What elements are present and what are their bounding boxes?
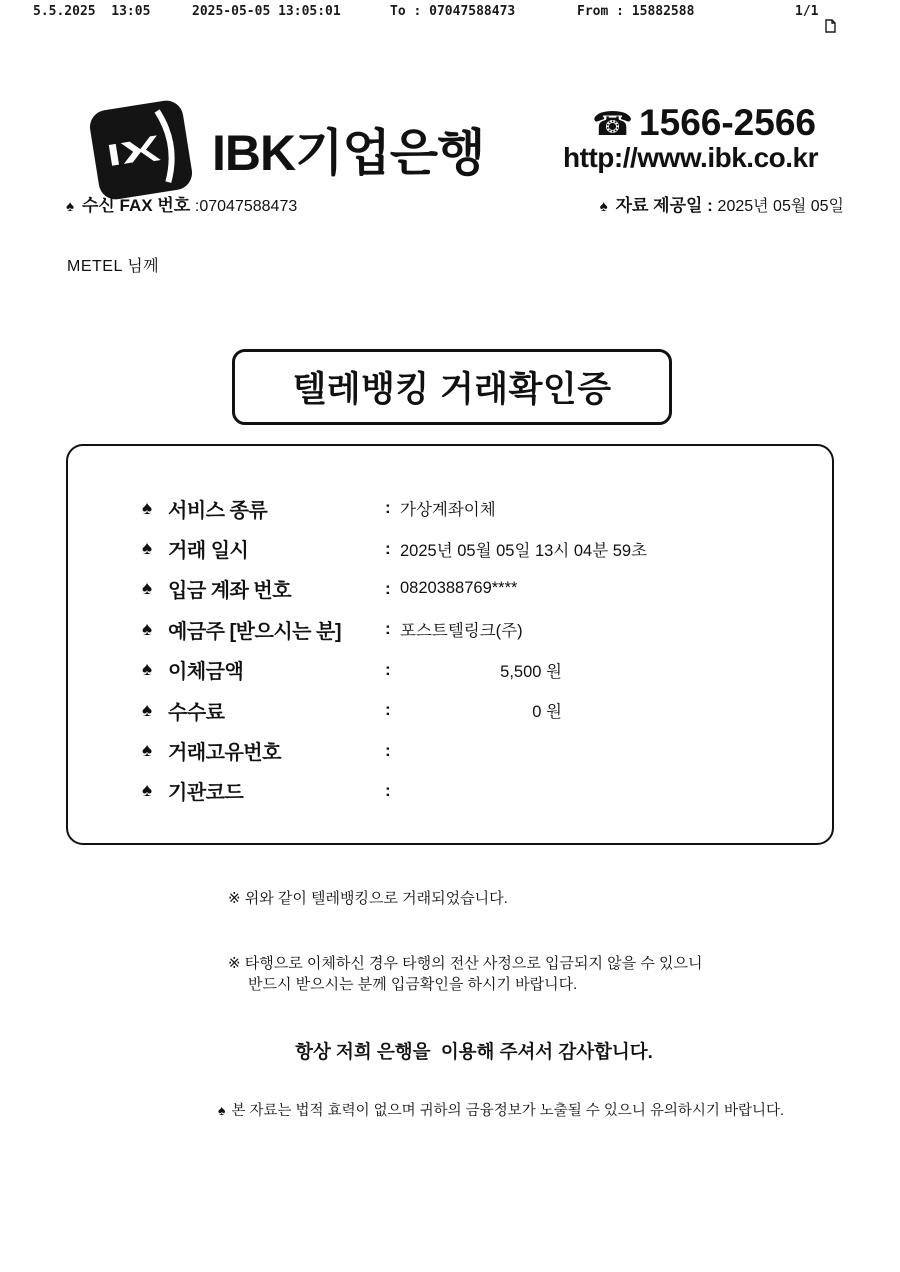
thank-you-message: 항상 저희 은행을 이용해 주셔서 감사합니다. [295, 1041, 653, 1062]
fax-to-number: To : 07047588473 [390, 4, 516, 19]
detail-colon: : [385, 538, 391, 558]
spade-icon: ♠ [142, 538, 153, 560]
detail-label: 이체금액 [168, 661, 244, 684]
spade-icon: ♠ [142, 618, 153, 640]
detail-colon: : [385, 780, 391, 800]
spade-icon: ♠ [218, 1102, 226, 1118]
phone-icon: ☎ [591, 105, 634, 142]
bank-phone-number: 1566-2566 [639, 102, 816, 143]
fax-date-short: 5.5.2025 13:05 [33, 4, 151, 19]
legal-disclaimer-text: 본 자료는 법적 효력이 없으며 귀하의 금융정보가 노출될 수 있으니 유의하시기 바랍니다. [231, 1103, 785, 1119]
detail-value: 포스트텔링크(주) [400, 622, 523, 641]
fax-datetime: 2025-05-05 13:05:01 [192, 4, 341, 19]
detail-colon: : [385, 619, 391, 639]
detail-colon: : [385, 498, 391, 518]
detail-row-transfer-amount [142, 650, 832, 690]
spade-icon: ♠ [142, 699, 153, 721]
detail-row-account-holder [142, 609, 832, 649]
document-title: 텔레뱅킹 거래확인증 [292, 370, 612, 409]
detail-row-institution-code [142, 771, 832, 811]
fax-page-count: 1/1 [795, 4, 819, 19]
bank-name: IBK기업은행 [212, 125, 485, 181]
detail-row-service-type [142, 488, 832, 528]
detail-label: 기관코드 [168, 782, 244, 805]
fax-transmission-header [0, 4, 900, 24]
detail-value: 가상계좌이체 [400, 501, 496, 520]
note-other-bank-warning [228, 953, 702, 995]
recipient-name: METEL 님께 [67, 258, 160, 275]
spade-icon: ♠ [142, 497, 153, 519]
title-box [232, 349, 672, 425]
detail-label: 예금주 [받으시는 분] [168, 620, 341, 643]
detail-colon: : [385, 740, 391, 760]
detail-label: 입금 계좌 번호 [168, 580, 292, 603]
detail-value: 0 원 [532, 703, 562, 722]
detail-row-transaction-id [142, 730, 832, 770]
recipient-fax-line [66, 191, 297, 216]
transaction-details-box [66, 444, 834, 845]
detail-row-transaction-datetime [142, 528, 832, 568]
detail-label: 서비스 종류 [168, 499, 268, 522]
detail-label: 거래고유번호 [168, 742, 281, 765]
spade-icon: ♠ [142, 780, 153, 802]
fax-from-number: From : 15882588 [577, 4, 695, 19]
bank-phone-line [592, 102, 816, 144]
detail-value: 0820388769**** [400, 579, 518, 598]
note-transaction-completed: ※ 위와 같이 텔레뱅킹으로 거래되었습니다. [228, 890, 508, 907]
detail-row-fee [142, 690, 832, 730]
detail-value: 2025년 05월 05일 13시 04분 59초 [400, 541, 648, 560]
detail-row-deposit-account [142, 569, 832, 609]
bank-website: http://www.ibk.co.kr [563, 142, 818, 173]
detail-colon: : [385, 578, 391, 598]
spade-icon: ♠ [66, 198, 74, 215]
provide-date-value: 2025년 05월 05일 [717, 198, 844, 215]
ibk-logo-icon [76, 100, 206, 200]
note-other-bank-line2: 반드시 받으시는 분께 입금확인을 하시기 바랍니다. [248, 976, 578, 993]
detail-value: 5,500 원 [500, 662, 562, 681]
detail-colon: : [385, 659, 391, 679]
legal-disclaimer [218, 1099, 784, 1120]
recipient-fax-value: :07047588473 [194, 198, 298, 215]
provide-date-line [600, 191, 844, 216]
spade-icon: ♠ [142, 578, 153, 600]
spade-icon: ♠ [599, 198, 608, 215]
recipient-fax-label: 수신 FAX 번호 [81, 196, 191, 215]
detail-label: 수수료 [168, 701, 225, 724]
spade-icon: ♠ [142, 740, 153, 762]
detail-colon: : [385, 700, 391, 720]
provide-date-label: 자료 제공일 : [615, 196, 718, 215]
detail-label: 거래 일시 [168, 540, 249, 563]
spade-icon: ♠ [142, 659, 153, 681]
note-other-bank-line1: ※ 타행으로 이체하신 경우 타행의 전산 사정으로 입금되지 않을 수 있으니 [228, 955, 703, 972]
